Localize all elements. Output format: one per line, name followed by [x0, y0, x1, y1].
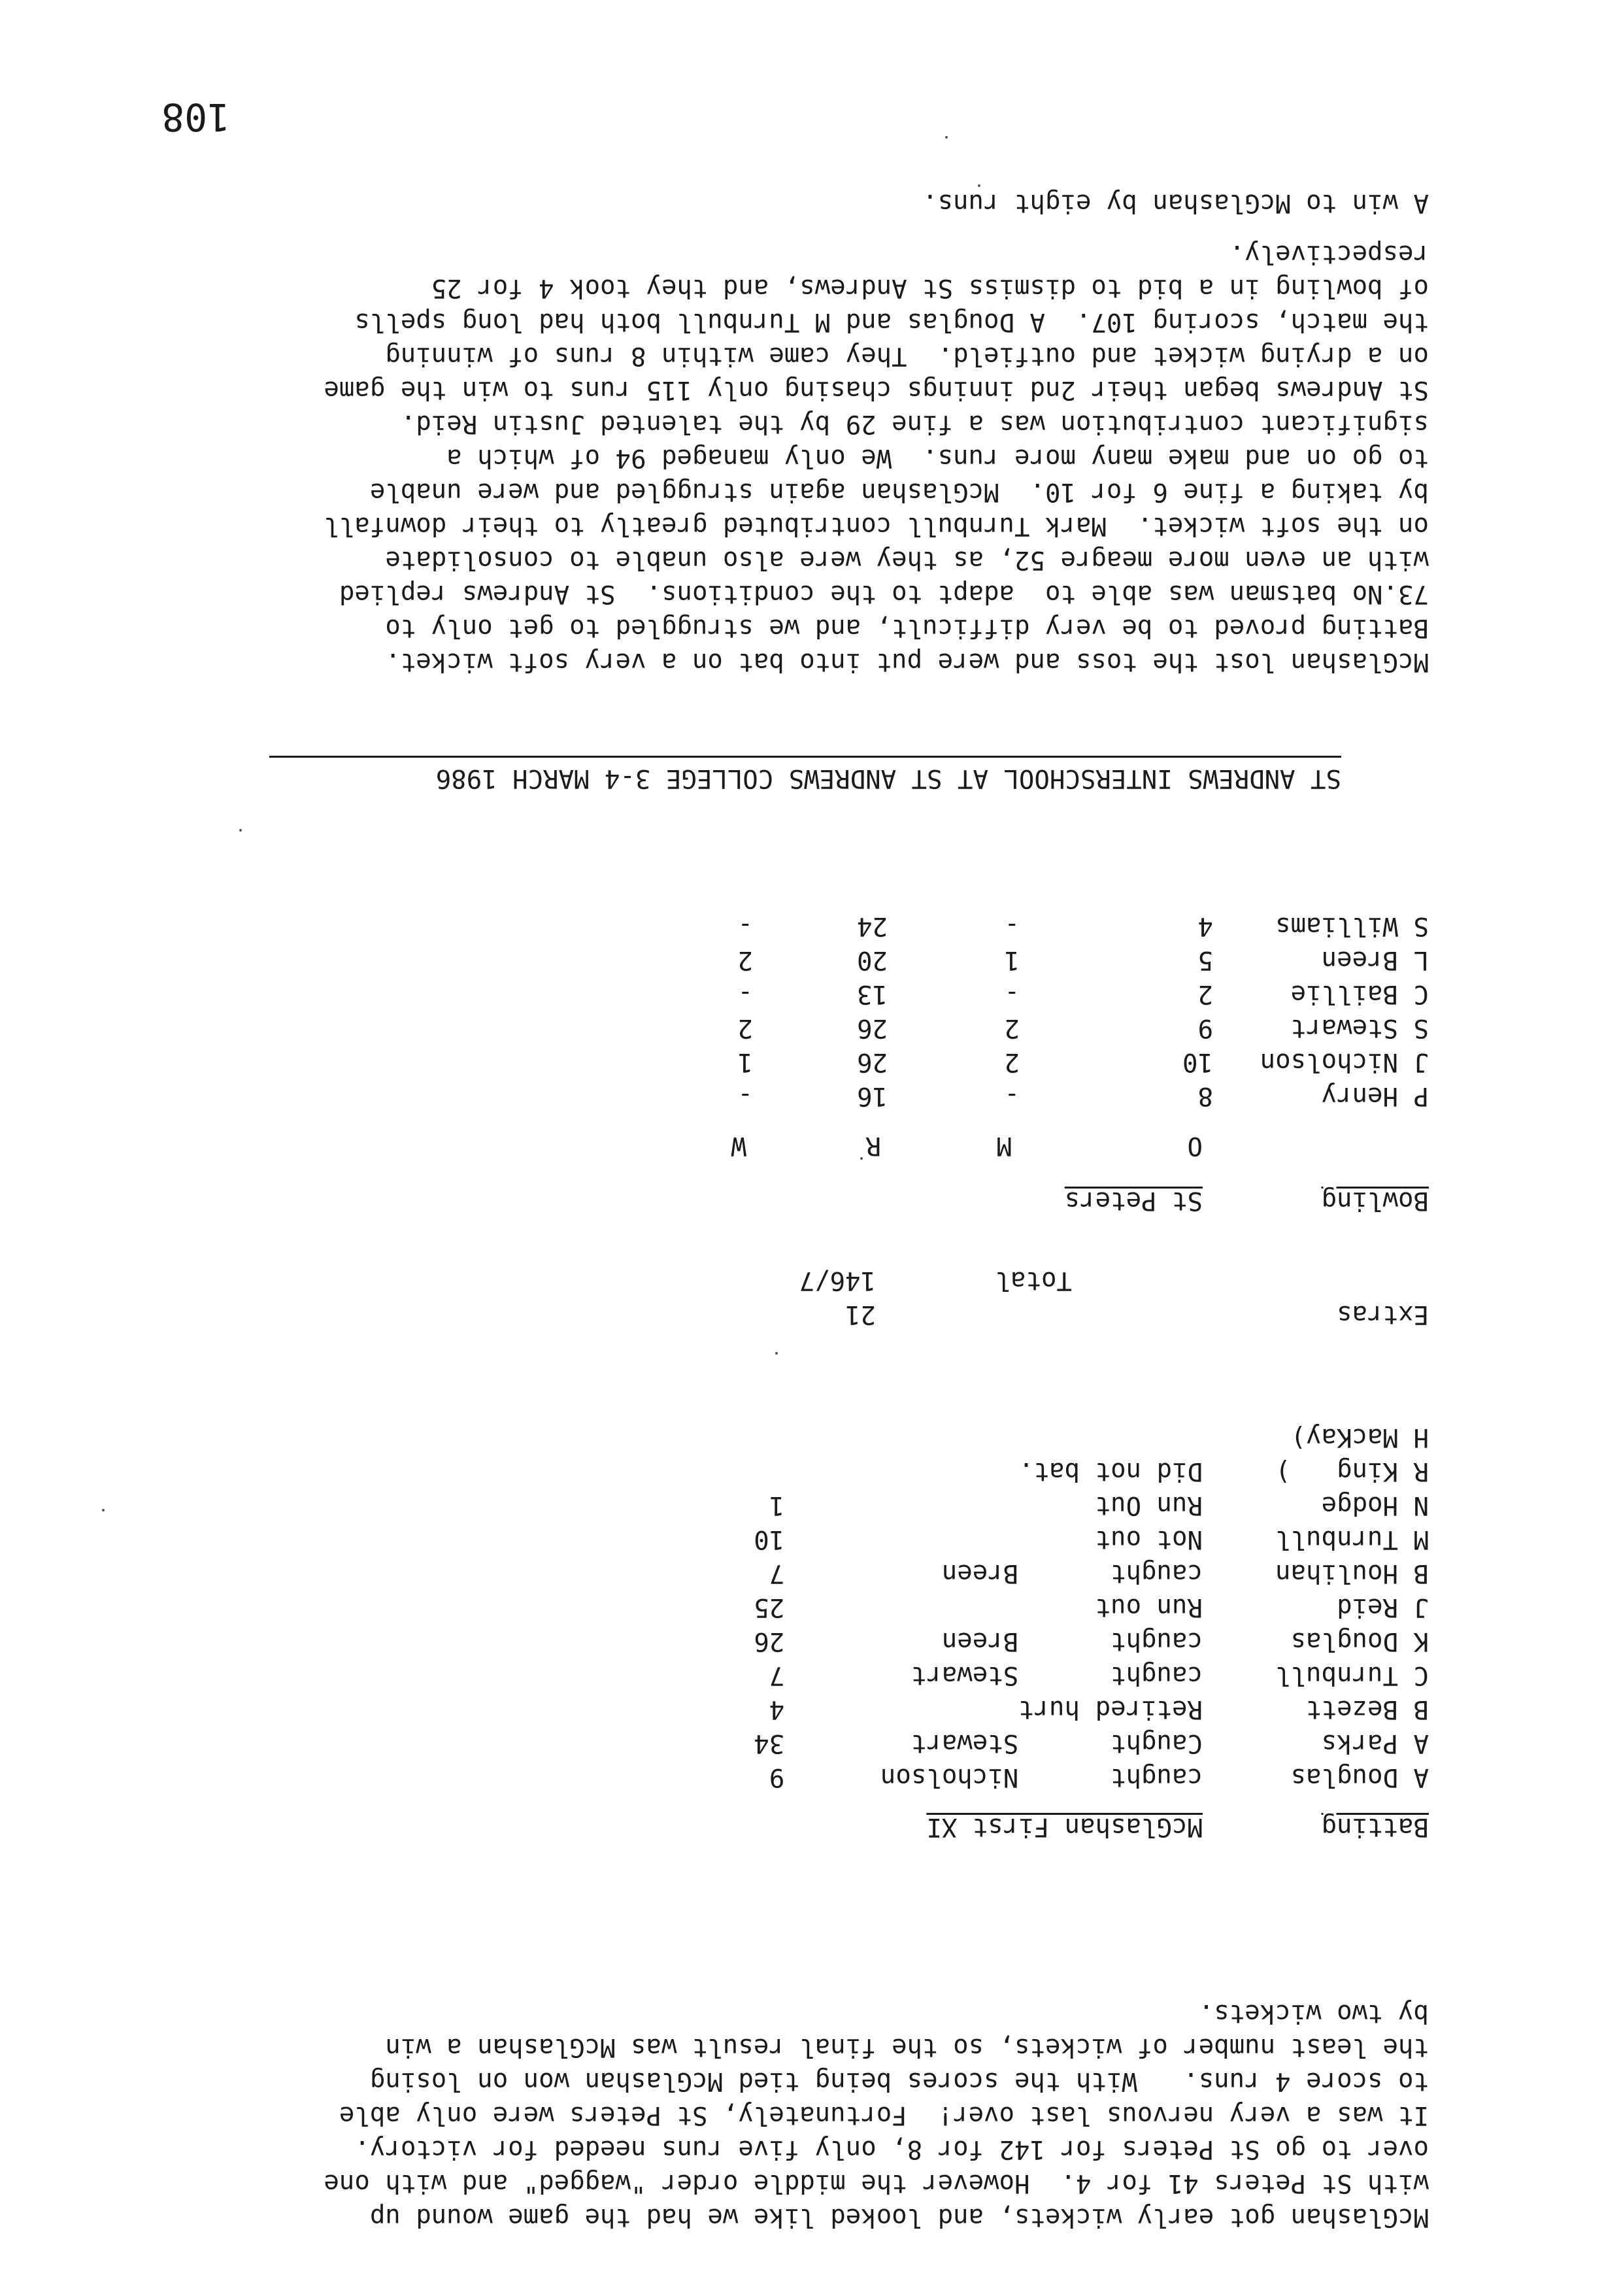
batter-runs: 9	[769, 1763, 785, 1792]
batting-row	[654, 1590, 1429, 1624]
batting-row	[654, 1624, 1429, 1658]
batter-name: C Turnbull	[1275, 1661, 1429, 1690]
dismissal: Run out	[1095, 1593, 1203, 1622]
scan-speck	[945, 136, 948, 139]
bowler-name: L Breen	[1321, 945, 1429, 975]
bowling-row	[675, 1011, 1429, 1045]
total-label: Total	[995, 1266, 1072, 1295]
bowler-maidens: 2	[1004, 1013, 1020, 1043]
bowler-wickets: 2	[737, 945, 753, 975]
bowler-maidens: -	[1004, 979, 1020, 1009]
bowler-name: S Williams	[1275, 911, 1429, 941]
dismissal: Run Out	[1095, 1491, 1203, 1520]
dismissal-bowler	[784, 1692, 1018, 1726]
dismissal-bowler	[784, 1454, 1018, 1488]
dismissal-bowler	[784, 1522, 1018, 1556]
bowler-overs: 4	[1197, 911, 1213, 941]
paragraph-line: by two wickets.	[1198, 1999, 1429, 2028]
dismissal: caught	[1111, 1559, 1203, 1588]
batter-name: B Bezett	[1306, 1695, 1429, 1724]
batter-runs: 7	[769, 1559, 785, 1588]
bowler-runs: 20	[857, 945, 888, 975]
batting-team: McGlashan First XI	[926, 1812, 1203, 1842]
bowler-wickets: 1	[737, 1047, 753, 1077]
extras-label: Extras	[1337, 1300, 1429, 1329]
batter-runs: 1	[769, 1491, 785, 1520]
dismissal-bowler: Nicholson	[880, 1763, 1019, 1792]
bowler-name: C Baillie	[1290, 979, 1429, 1009]
bowler-maidens: -	[1004, 911, 1020, 941]
dismissal: Caught	[1111, 1729, 1203, 1758]
scan-speck	[860, 1157, 863, 1160]
batting-row	[654, 1692, 1429, 1726]
bowler-maidens: -	[1004, 1081, 1020, 1111]
bowling-heading: Bowling	[1321, 1186, 1429, 1215]
paragraph-line: to score 4 runs. With the scores being tied McGlashan won on losing	[369, 2067, 1429, 2096]
bowling-row	[675, 1079, 1429, 1113]
dismissal: Not out	[1095, 1525, 1203, 1554]
batting-row	[654, 1420, 1429, 1454]
paragraph-line: over to go St Peters for 142 for 8, only five runs needed for victory.	[354, 2135, 1429, 2164]
batter-name: B Houlihan	[1275, 1559, 1429, 1588]
batter-runs: 7	[769, 1661, 785, 1690]
paragraph-line: respectively.	[1229, 239, 1429, 269]
batter-runs: 26	[754, 1627, 785, 1656]
paragraph-line: of bowling in a bid to dismiss St Andrews, and they took 4 for 25	[431, 273, 1429, 303]
bowler-wickets: -	[737, 1081, 753, 1111]
paragraph-line: McGlashan lost the toss and were put into bat on a very soft wicket.	[385, 647, 1429, 677]
paragraph-line: by taking a fine 6 for 10. McGlashan again struggled and were unable	[369, 477, 1429, 507]
batter-name: R King )	[1275, 1457, 1429, 1486]
paragraph-line: with St Peters 41 for 4. However the middle order "wagged" and with one	[324, 2169, 1429, 2198]
bowler-runs: 26	[857, 1013, 888, 1043]
bowling-figures	[675, 909, 1429, 1113]
bowler-overs: 2	[1197, 979, 1213, 1009]
paragraph-line: Batting proved to be very difficult, and we struggled to get only to	[385, 613, 1429, 643]
paragraph-line: 73.No batsman was able to adapt to the conditions. St Andrews replied	[339, 579, 1429, 609]
bowling-team: St Peters	[1064, 1186, 1203, 1215]
bowler-runs: 26	[857, 1047, 888, 1077]
paragraph-line: St Andrews began their 2nd innings chasing only 115 runs to win the game	[324, 375, 1429, 405]
dismissal: Did not bat.	[1018, 1457, 1203, 1486]
batting-heading: Batting	[1321, 1812, 1429, 1842]
scan-speck	[775, 1352, 778, 1355]
bowler-runs: 13	[857, 979, 888, 1009]
dismissal: Retired hurt	[1018, 1695, 1203, 1724]
paragraph-line: significant contribution was a fine 29 by the talented Justin Reid.	[400, 409, 1429, 439]
dismissal: caught	[1111, 1627, 1203, 1656]
scan-speck	[102, 1509, 105, 1511]
dismissal: caught	[1111, 1661, 1203, 1690]
batting-row	[654, 1454, 1429, 1488]
total-value: 146/7	[799, 1266, 876, 1295]
heading-underline	[269, 756, 1341, 758]
batter-runs: 25	[754, 1593, 785, 1622]
dismissal-bowler: Breen	[941, 1559, 1019, 1588]
dismissal-bowler	[784, 1590, 1018, 1624]
batter-name: A Parks	[1321, 1729, 1429, 1758]
batting-row	[654, 1522, 1429, 1556]
bowling-row	[675, 1045, 1429, 1079]
bowling-row	[675, 943, 1429, 977]
match-heading: ST ANDREWS INTERSCHOOL AT ST ANDREWS COLLEGE 3-4 MARCH 1986	[435, 764, 1341, 793]
batting-row	[654, 1556, 1429, 1590]
scan-speck	[239, 829, 242, 832]
batter-name: M Turnbull	[1275, 1525, 1429, 1554]
bowler-wickets: -	[737, 911, 753, 941]
batter-runs: 34	[754, 1729, 785, 1758]
bowling-col-runs: R	[865, 1131, 881, 1160]
bowling-col-wickets: W	[731, 1131, 746, 1160]
dismissal-bowler	[784, 1488, 1018, 1522]
batting-scorecard	[654, 1420, 1429, 1794]
bowler-maidens: 1	[1004, 945, 1020, 975]
bowling-row	[675, 909, 1429, 943]
dismissal-bowler	[784, 1420, 1018, 1454]
extras-value: 21	[845, 1300, 876, 1329]
scan-speck	[978, 184, 980, 187]
bowler-name: P Henry	[1321, 1081, 1429, 1111]
paragraph-line: on a drying wicket and outfield. They came within 8 runs of winning	[385, 341, 1429, 371]
bowler-wickets: 2	[737, 1013, 753, 1043]
dismissal-bowler: Breen	[941, 1627, 1019, 1656]
bowling-col-overs: O	[1187, 1131, 1203, 1160]
batter-runs	[654, 1454, 784, 1488]
dismissal: caught	[1111, 1763, 1203, 1792]
batting-row	[654, 1658, 1429, 1692]
bowler-overs: 5	[1197, 945, 1213, 975]
batting-row	[654, 1488, 1429, 1522]
dismissal-bowler: Stewart	[911, 1729, 1019, 1758]
paragraph-line: with an even more meagre 52, as they were also unable to consolidate	[385, 545, 1429, 575]
bowler-wickets: -	[737, 979, 753, 1009]
batter-runs: 4	[769, 1695, 785, 1724]
batter-runs: 10	[754, 1525, 785, 1554]
dismissal-bowler: Stewart	[911, 1661, 1019, 1690]
paragraph-line: McGlashan got early wickets, and looked like we had the game wound up	[369, 2203, 1429, 2232]
page-number: 108	[161, 95, 230, 139]
result-line: A win to McGlashan by eight runs.	[922, 188, 1429, 218]
paragraph-line: It was a very nervous last over! Fortunately, St Peters were only able	[339, 2101, 1429, 2130]
bowler-name: J Nicholson	[1260, 1047, 1429, 1077]
batter-name: J Reid	[1337, 1593, 1429, 1622]
batting-row	[654, 1726, 1429, 1760]
bowler-name: S Stewart	[1290, 1013, 1429, 1043]
paragraph-line: the least number of wickets, so the final result was McGlashan a win	[385, 2033, 1429, 2062]
batting-row	[654, 1760, 1429, 1794]
dismissal	[1018, 1420, 1203, 1454]
batter-name: K Douglas	[1290, 1627, 1429, 1656]
intro-paragraph	[187, 1996, 1429, 2234]
batter-name: A Douglas	[1290, 1763, 1429, 1792]
bowling-row	[675, 977, 1429, 1011]
paragraph-line: on the soft wicket. Mark Turnbull contributed greatly to their downfall	[324, 511, 1429, 541]
bowler-overs: 9	[1197, 1013, 1213, 1043]
bowler-overs: 8	[1197, 1081, 1213, 1111]
report-paragraph	[187, 237, 1429, 679]
batter-name: N Hodge	[1321, 1491, 1429, 1520]
bowler-maidens: 2	[1004, 1047, 1020, 1077]
batter-name: H MacKay)	[1290, 1423, 1429, 1452]
bowler-runs: 16	[857, 1081, 888, 1111]
bowling-col-maidens: M	[996, 1131, 1012, 1160]
paragraph-line: to go on and make many more runs. We only managed 94 of which a	[446, 443, 1429, 473]
bowler-overs: 10	[1182, 1047, 1213, 1077]
bowler-runs: 24	[857, 911, 888, 941]
paragraph-line: the match, scoring 107. A Douglas and M Turnbull both had long spells	[354, 307, 1429, 337]
batter-runs	[654, 1420, 784, 1454]
